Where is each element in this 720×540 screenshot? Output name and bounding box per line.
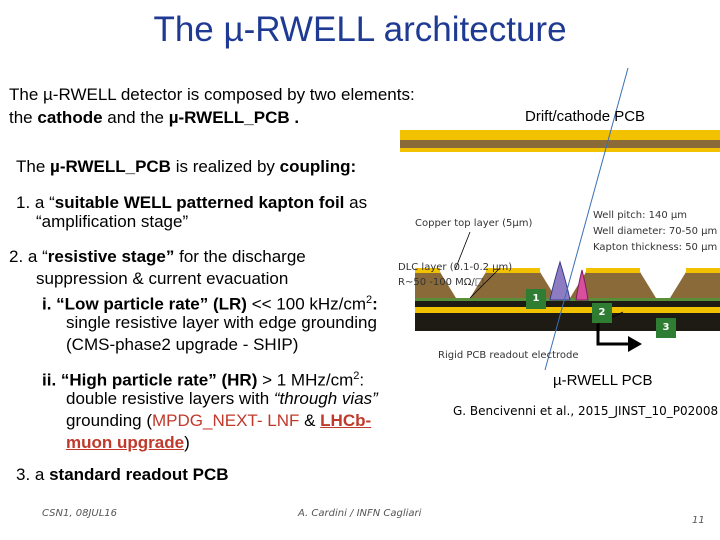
hr-text: )	[184, 433, 190, 452]
readout-copper	[415, 307, 720, 313]
hr-sup: 2	[353, 370, 360, 382]
cathode-copper-layer	[400, 130, 720, 140]
item2-bold: resistive stage”	[47, 247, 175, 266]
intro-line-1: The µ-RWELL detector is composed by two elements:	[9, 85, 415, 104]
item2-text: for the discharge	[174, 247, 306, 266]
badge-1: 1	[526, 289, 546, 309]
item2-line-2: suppression & current evacuation	[36, 269, 289, 288]
hr-text: &	[299, 411, 321, 430]
page-title: The µ-RWELL architecture	[153, 10, 567, 49]
rwell-pcb-label: µ-RWELL PCB	[553, 372, 653, 389]
kapton-thickness-label: Kapton thickness: 50 µm	[593, 242, 718, 253]
hr-term: ii. “High particle rate” (HR)	[42, 370, 258, 390]
item3-text: 3. a	[16, 465, 50, 484]
well-pitch-label: Well pitch: 140 µm	[593, 210, 687, 221]
coupling-text: The	[16, 157, 51, 176]
badge-2: 2	[592, 303, 612, 323]
lhcb-link: LHCb-	[320, 411, 372, 430]
copper-top-layer	[686, 268, 720, 273]
drift-cathode-label: Drift/cathode PCB	[525, 108, 646, 125]
item1-text: as	[344, 193, 368, 212]
resistivity-label: R~50 -100 MΩ/□	[398, 277, 485, 288]
item3-bold: standard readout PCB	[49, 465, 229, 484]
footer-author: A. Cardini / INFN Cagliari	[298, 508, 422, 519]
reference-label: G. Bencivenni et al., 2015_JINST_10_P02008	[453, 404, 719, 418]
pcb-term: µ-RWELL_PCB	[50, 157, 171, 176]
badge-3: 3	[656, 318, 676, 338]
lr-colon: :	[372, 294, 378, 314]
intro-text: the	[9, 108, 38, 127]
arrow-head-icon	[628, 336, 642, 352]
pcb-top	[415, 301, 720, 307]
hr-rate: > 1 MHz/cm	[257, 370, 354, 390]
lr-sup: 2	[366, 294, 373, 306]
item2-text: 2. a “	[9, 247, 48, 266]
pcb-term: µ-RWELL_PCB .	[168, 108, 300, 127]
item1-bold: suitable WELL patterned kapton foil	[54, 193, 345, 212]
hr-text: grounding (	[66, 411, 153, 430]
cathode-pcb-layer	[400, 140, 720, 148]
item1-text: 1. a “	[16, 193, 55, 212]
cathode-copper-bottom	[400, 148, 720, 152]
vias-term: “through vias”	[273, 389, 378, 408]
coupling-text: is realized by	[170, 157, 280, 176]
kapton-segment	[670, 272, 720, 298]
hr-text: double resistive layers with	[66, 389, 274, 408]
item1-line-2: “amplification stage”	[36, 212, 189, 231]
page-number: 11	[692, 515, 705, 526]
intro-text: and the	[102, 108, 169, 127]
lr-rate: << 100 kHz/cm	[246, 294, 367, 314]
lr-term: i. “Low particle rate” (LR)	[42, 294, 247, 314]
muon-upgrade-link: muon upgrade	[66, 433, 185, 452]
rigid-pcb-label: Rigid PCB readout electrode	[438, 350, 579, 361]
cathode-term: cathode	[37, 108, 103, 127]
item2-i-line-3: (CMS-phase2 upgrade - SHIP)	[66, 335, 299, 354]
mpdg-link: MPDG_NEXT- LNF	[152, 411, 300, 430]
item2-i-line-2: single resistive layer with edge grounding	[66, 313, 377, 332]
footer-date: CSN1, 08JUL16	[42, 508, 118, 519]
coupling-term: coupling:	[279, 157, 357, 176]
well-diameter-label: Well diameter: 70-50 µm	[593, 226, 718, 237]
discharge-icon	[550, 262, 570, 300]
hr-colon: :	[359, 370, 365, 390]
copper-top-label: Copper top layer (5µm)	[415, 218, 533, 229]
copper-top-layer	[586, 268, 640, 273]
dlc-layer-label: DLC layer (0.1-0.2 µm)	[398, 262, 513, 273]
